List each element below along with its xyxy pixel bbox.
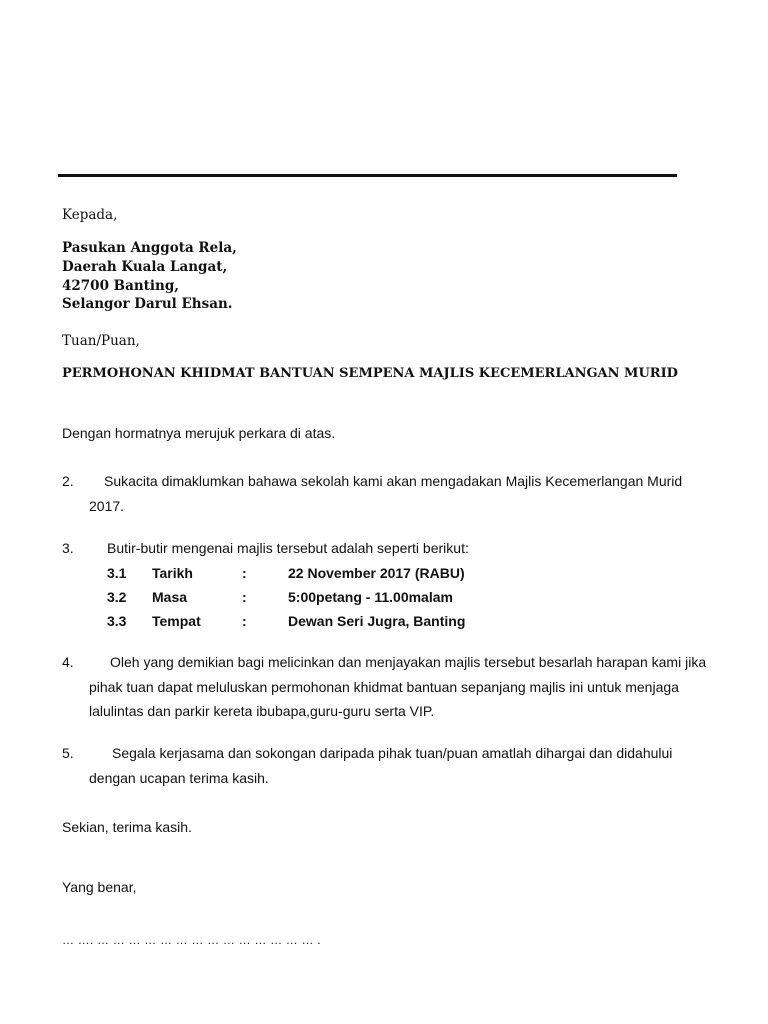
greeting: Tuan/Puan, [62,333,140,349]
paragraph-line: 2017. [89,498,125,514]
detail-number: 3.3 [107,613,127,629]
paragraph-line: lalulintas dan parkir kereta ibubapa,guru-guru serta VIP. [89,703,435,719]
detail-label: Tempat [152,613,201,629]
subject-heading: PERMOHONAN KHIDMAT BANTUAN SEMPENA MAJLIS KECEMERLANGAN MURID [62,366,678,381]
header-rule [58,174,677,177]
salutation-to: Kepada, [62,207,118,223]
address-line: Daerah Kuala Langat, [62,259,228,275]
detail-separator: : [242,589,247,605]
detail-number: 3.2 [107,589,127,605]
address-line: Pasukan Anggota Rela, [62,240,237,256]
closing-line: Sekian, terima kasih. [62,819,192,835]
paragraph-line: Segala kerjasama dan sokongan daripada pihak tuan/puan amatlah dihargai dan didahului [112,745,673,761]
detail-separator: : [242,613,247,629]
paragraph-number: 5. [62,745,74,761]
detail-label: Masa [152,589,188,605]
paragraph-line: pihak tuan dapat meluluskan permohonan khidmat bantuan sepanjang majlis ini untuk menjaga [89,679,679,695]
detail-label: Tarikh [152,565,193,581]
detail-value: 5:00petang - 11.00malam [288,589,453,605]
paragraph-number: 2. [62,473,74,489]
detail-value: 22 November 2017 (RABU) [288,565,465,581]
paragraph-number: 3. [62,540,74,556]
paragraph-line: Oleh yang demikian bagi melicinkan dan menjayakan majlis tersebut besarlah harapan kami jika [110,654,707,670]
address-line: 42700 Banting, [62,278,179,294]
paragraph-line: dengan ucapan terima kasih. [89,770,269,786]
address-line: Selangor Darul Ehsan. [62,296,233,312]
detail-separator: : [242,565,247,581]
detail-value: Dewan Seri Jugra, Banting [288,613,466,629]
paragraph-line: Butir-butir mengenai majlis tersebut adalah seperti berikut: [107,540,469,556]
signature-line: … …. … … … … … … … … … … … … … … . [62,933,321,947]
paragraph-number: 4. [62,654,74,670]
paragraph-line: Sukacita dimaklumkan bahawa sekolah kami akan mengadakan Majlis Kecemerlangan Murid [104,473,683,489]
detail-number: 3.1 [107,565,127,581]
sign-off: Yang benar, [62,879,137,895]
intro-paragraph: Dengan hormatnya merujuk perkara di atas. [62,425,336,441]
